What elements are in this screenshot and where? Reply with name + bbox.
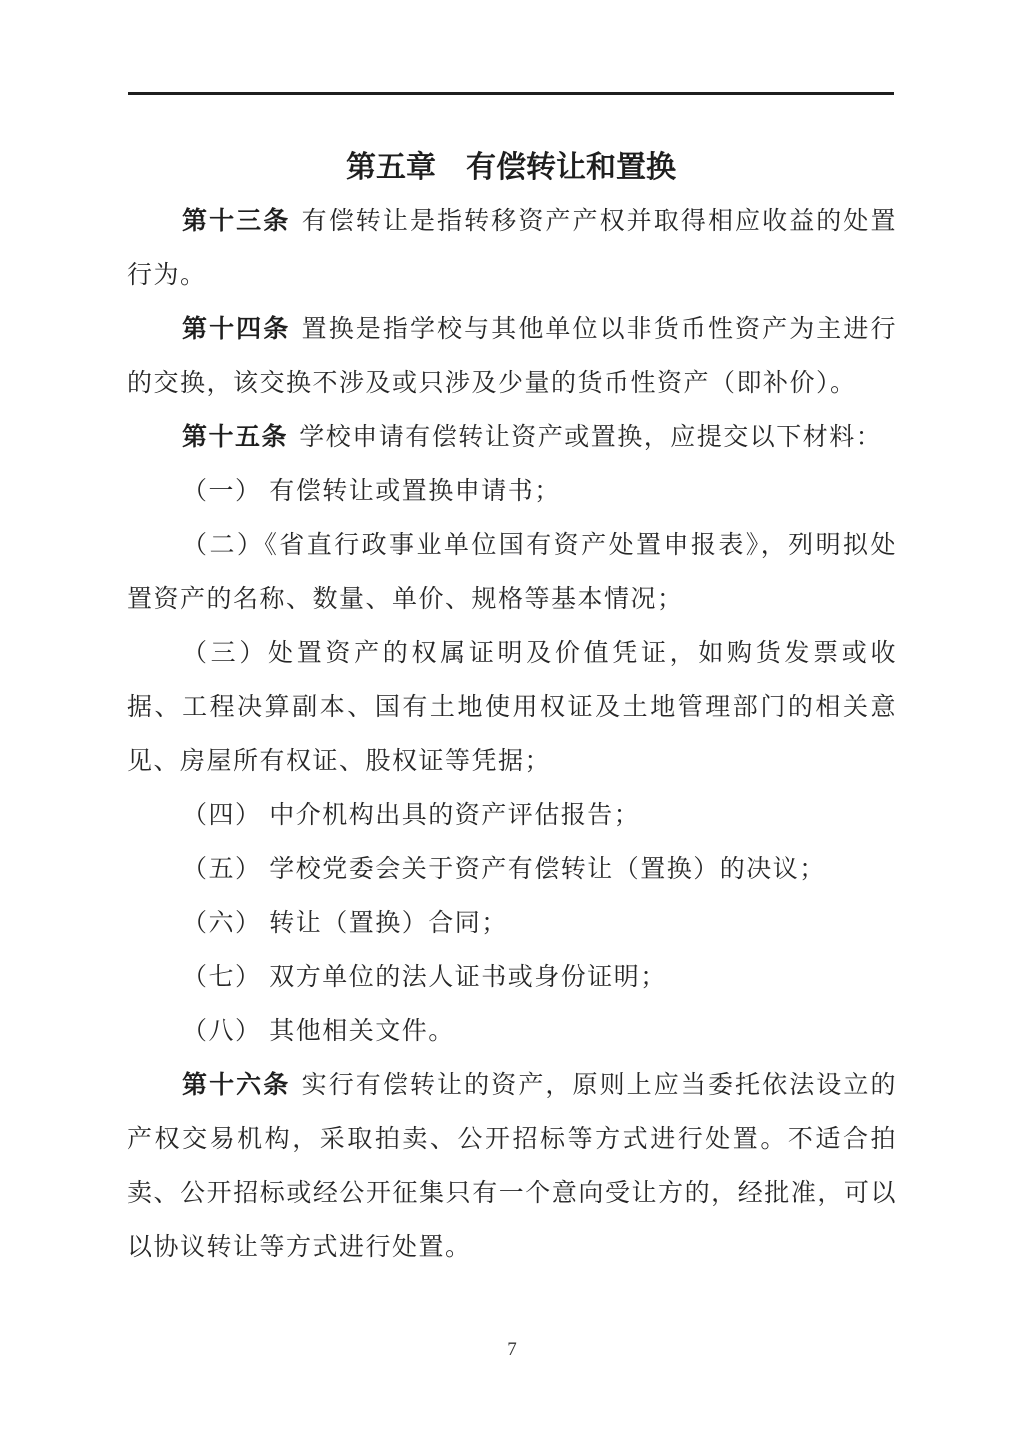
paragraph: [127, 519, 897, 627]
paragraph: [127, 465, 897, 519]
paragraph: [127, 627, 897, 789]
paragraph: [127, 1005, 897, 1059]
article-number: 第十六条: [182, 1072, 291, 1099]
header-rule: [128, 92, 894, 95]
paragraph-text: 实行有偿转让的资产，原则上应当委托依法设立的产权交易机构，采取拍卖、公开招标等方式进行处置。不适合拍卖、公开招标或经公开征集只有一个意向受让方的，经批准，可以以协议转让等方式进行处置。: [127, 1072, 897, 1261]
paragraph: [127, 303, 897, 411]
paragraph: [127, 411, 897, 465]
article-number: 第十三条: [182, 208, 291, 235]
paragraph-text: （四） 中介机构出具的资产评估报告；: [182, 802, 641, 829]
paragraph-text: （七） 双方单位的法人证书或身份证明；: [182, 964, 667, 991]
paragraph-text: （八） 其他相关文件。: [182, 1018, 455, 1045]
paragraph-text: 置换是指学校与其他单位以非货币性资产为主进行的交换，该交换不涉及或只涉及少量的货币性资产（即补价）。: [127, 316, 897, 397]
paragraph-text: 学校申请有偿转让资产或置换，应提交以下材料：: [299, 424, 883, 451]
paragraph: [127, 843, 897, 897]
paragraph: [127, 897, 897, 951]
paragraph: [127, 1059, 897, 1275]
paragraph: [127, 951, 897, 1005]
paragraph-text: （二）《省直行政事业单位国有资产处置申报表》，列明拟处置资产的名称、数量、单价、规格等基本情况；: [127, 532, 897, 613]
paragraph-text: 有偿转让是指转移资产产权并取得相应收益的处置行为。: [127, 208, 897, 289]
paragraph: [127, 195, 897, 303]
paragraph-text: （五） 学校党委会关于资产有偿转让（置换）的决议；: [182, 856, 826, 883]
chapter-title: 第五章 有偿转让和置换: [346, 151, 676, 184]
page-footer: [0, 1333, 1024, 1368]
article-number: 第十四条: [182, 316, 291, 343]
paragraph-text: （三）处置资产的权属证明及价值凭证，如购货发票或收据、工程决算副本、国有土地使用权证及土地管理部门的相关意见、房屋所有权证、股权证等凭据；: [127, 640, 897, 775]
paragraph-text: （六） 转让（置换）合同；: [182, 910, 508, 937]
document-body: [127, 195, 897, 1275]
paragraph: [127, 789, 897, 843]
article-number: 第十五条: [182, 424, 289, 451]
paragraph-text: （一） 有偿转让或置换申请书；: [182, 478, 561, 505]
page-number: 7: [507, 1339, 517, 1360]
